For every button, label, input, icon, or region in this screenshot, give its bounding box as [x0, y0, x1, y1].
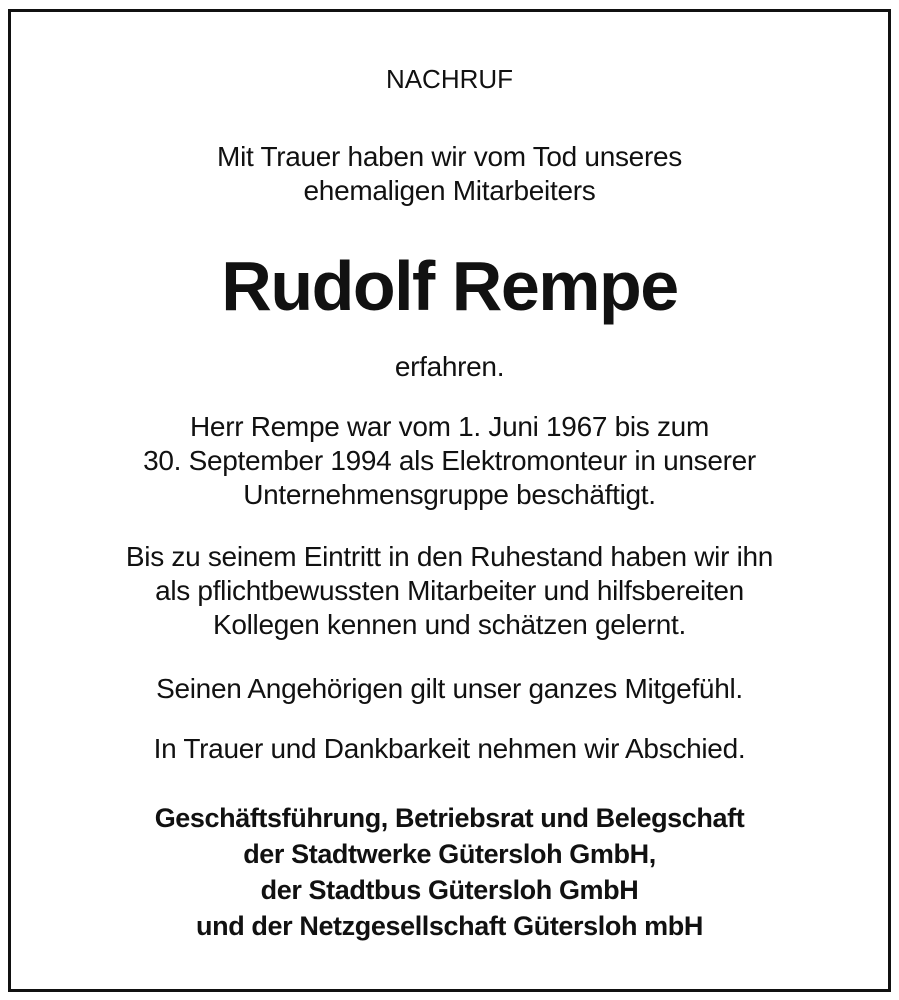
employment-paragraph	[11, 410, 888, 512]
notice-heading: NACHRUF	[385, 64, 514, 94]
intro-verb	[11, 350, 888, 384]
paragraph-line: als pflichtbewussten Mitarbeiter und hilfsbereiten	[155, 575, 744, 606]
condolence-paragraph	[11, 672, 888, 706]
paragraph-line: Seinen Angehörigen gilt unser ganzes Mitgefühl.	[156, 673, 743, 704]
intro-line: Mit Trauer haben wir vom Tod unseres	[217, 141, 682, 172]
verb-line: erfahren.	[394, 351, 505, 382]
paragraph-line: Herr Rempe war vom 1. Juni 1967 bis zum	[190, 411, 709, 442]
paragraph-line: Bis zu seinem Eintritt in den Ruhestand haben wir ihn	[125, 541, 774, 572]
signature-line: Geschäftsführung, Betriebsrat und Belegschaft	[154, 803, 745, 833]
signature-block	[11, 800, 888, 944]
deceased-name: Rudolf Rempe	[221, 247, 678, 325]
signature-line: der Stadtwerke Gütersloh GmbH,	[243, 839, 656, 869]
paragraph-line: Unternehmensgruppe beschäftigt.	[243, 479, 656, 510]
paragraph-line: 30. September 1994 als Elektromonteur in unserer	[143, 445, 756, 476]
appreciation-paragraph	[11, 540, 888, 642]
signature-line: der Stadtbus Gütersloh GmbH	[260, 875, 639, 905]
intro-text	[11, 140, 888, 208]
signature-line: und der Netzgesellschaft Gütersloh mbH	[196, 911, 703, 941]
paragraph-line: In Trauer und Dankbarkeit nehmen wir Abschied.	[153, 733, 746, 764]
paragraph-line: Kollegen kennen und schätzen gelernt.	[212, 609, 687, 640]
intro-line: ehemaligen Mitarbeiters	[303, 175, 596, 206]
farewell-paragraph	[11, 732, 888, 766]
